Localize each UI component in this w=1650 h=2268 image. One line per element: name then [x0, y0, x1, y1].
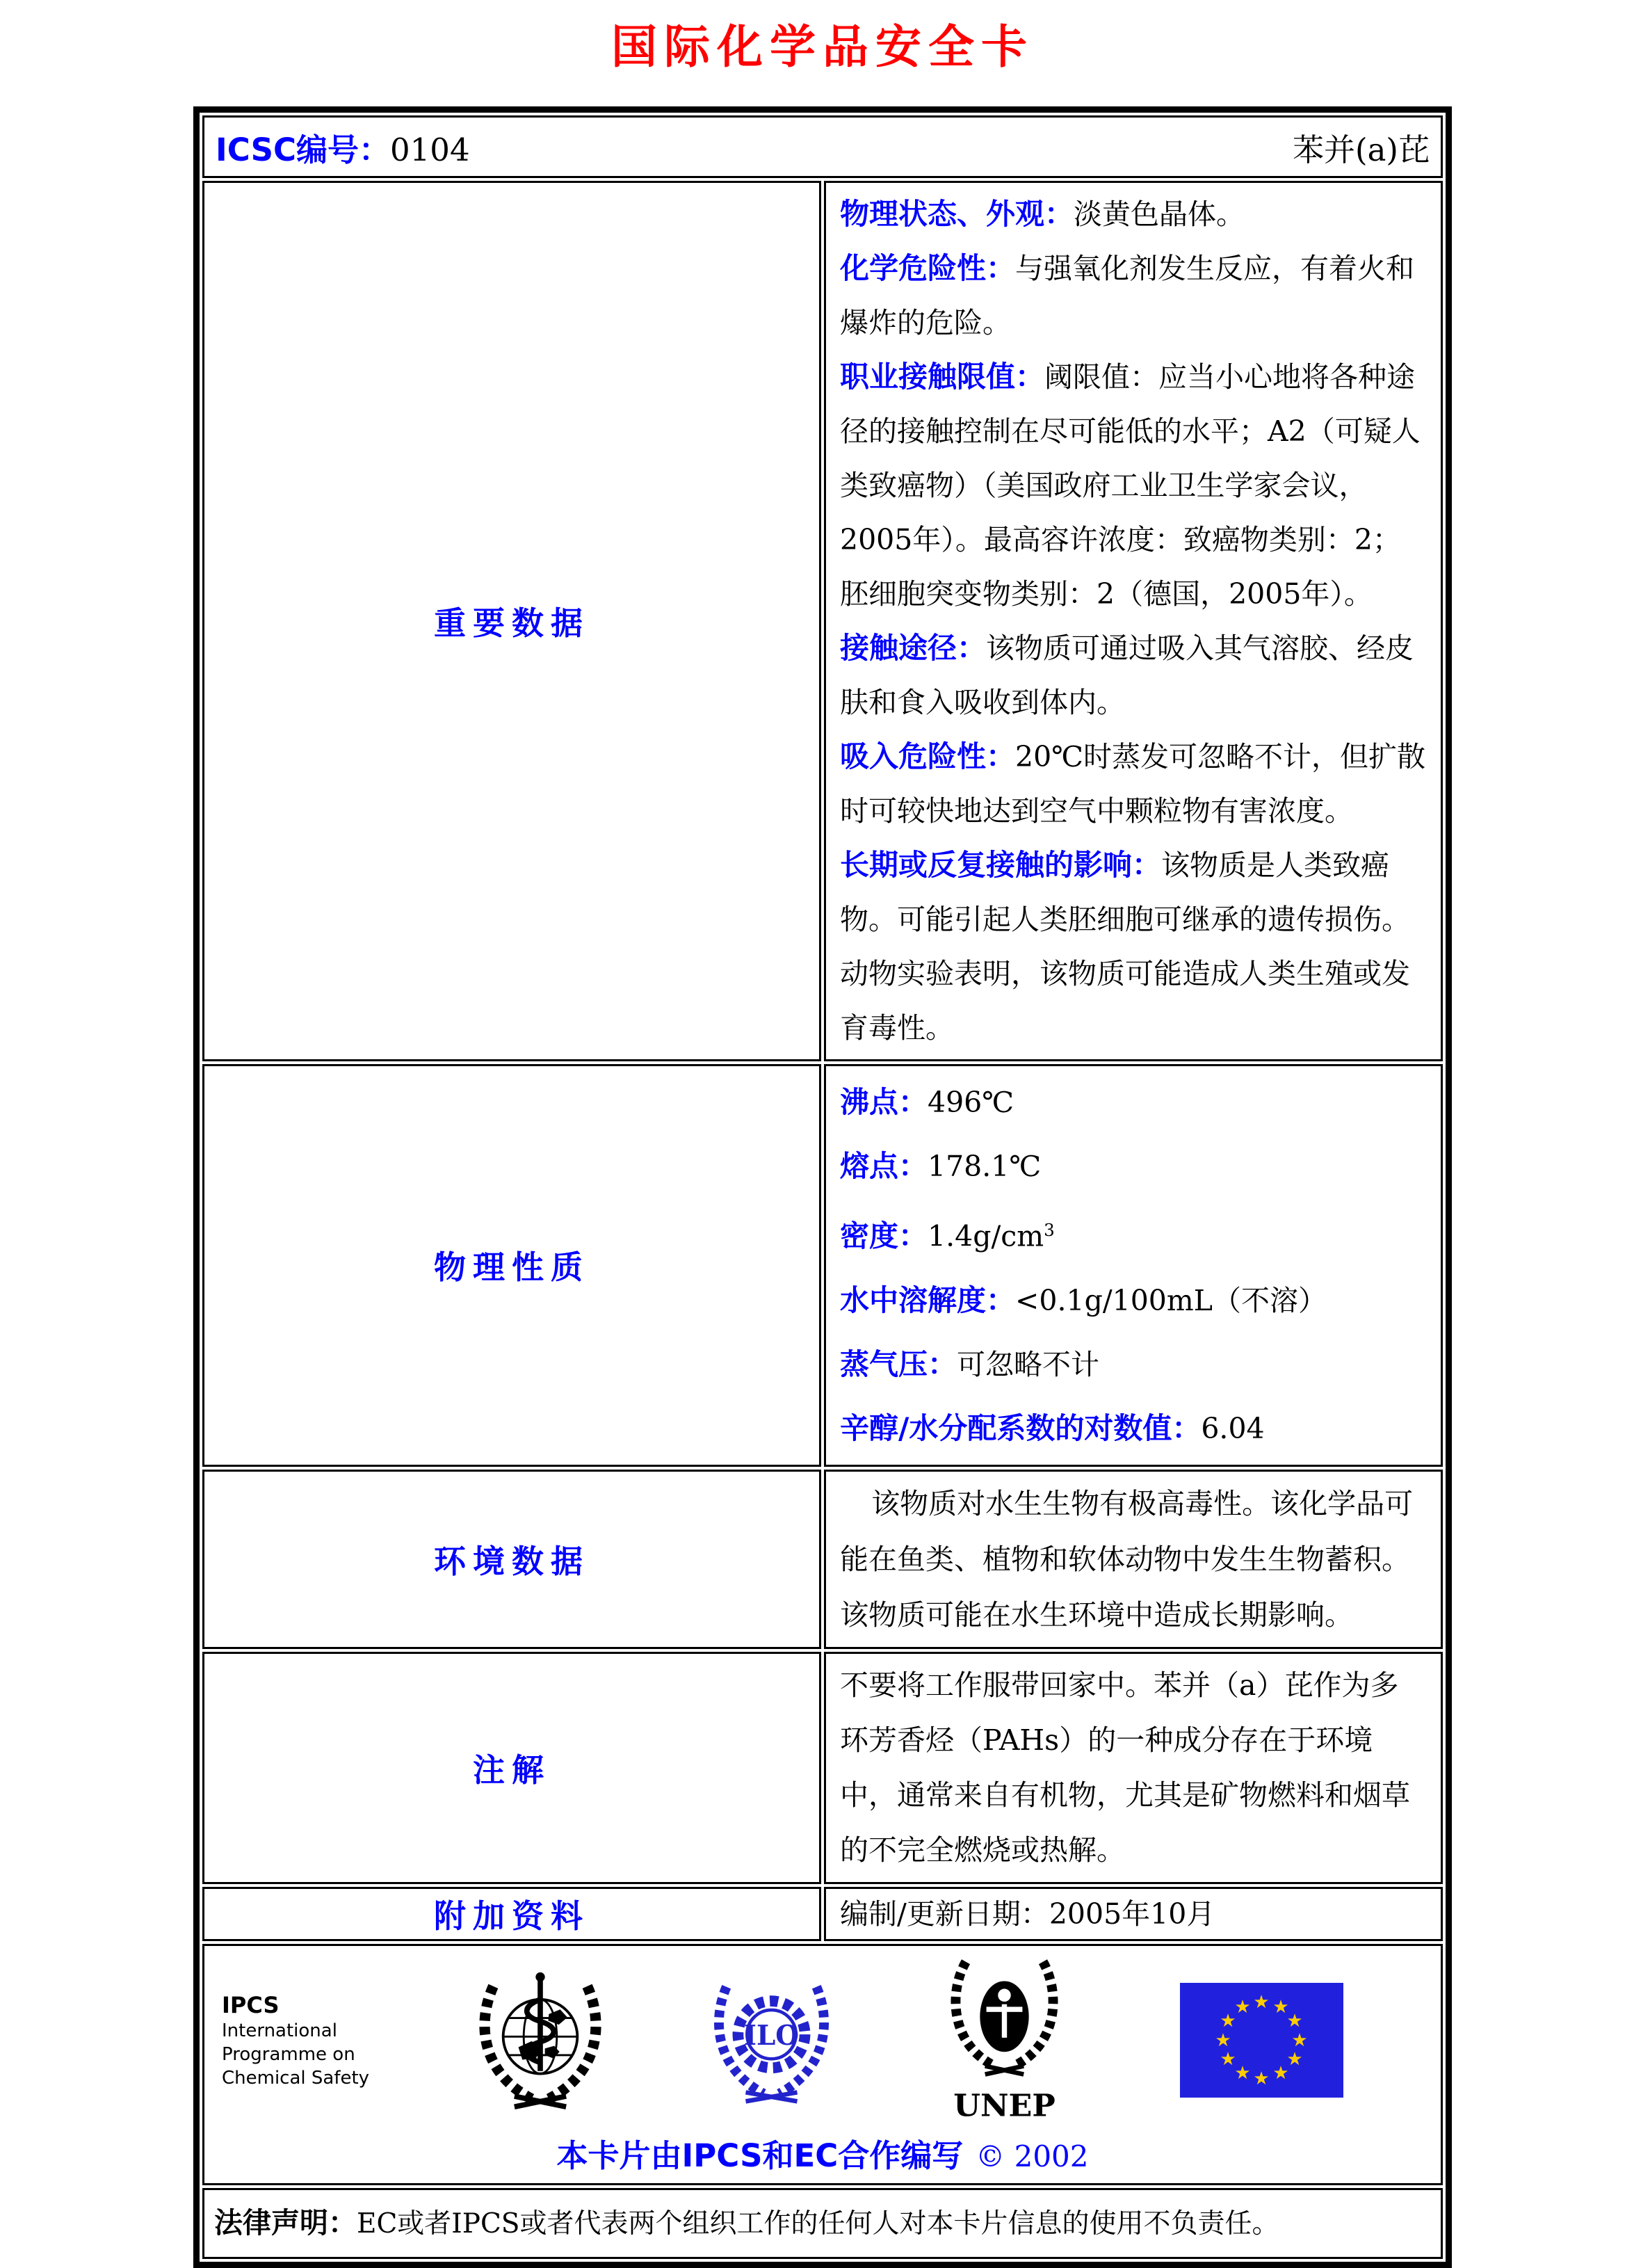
- physical-state-label: 物理状态、外观：: [840, 197, 1074, 231]
- svg-text:★: ★: [1272, 2063, 1289, 2084]
- svg-text:★: ★: [1286, 2011, 1303, 2032]
- exposure-limit-item: [840, 350, 1427, 621]
- long-term-effects-item: [840, 838, 1427, 1055]
- inhalation-risk-item: [840, 730, 1427, 838]
- chemical-danger-item: [840, 241, 1427, 350]
- melting-point-value: 178.1℃: [928, 1150, 1042, 1183]
- svg-text:★: ★: [1234, 1997, 1251, 2018]
- density-value: 1.4g/cm: [928, 1219, 1044, 1253]
- page-title: 国际化学品安全卡: [611, 19, 1034, 74]
- physical-state-item: [840, 187, 1427, 241]
- icsc-number-group: [216, 124, 470, 170]
- octanol-water-label: 辛醇/水分配系数的对数值：: [840, 1410, 1202, 1445]
- melting-point-label: 熔点：: [840, 1149, 928, 1183]
- svg-text:★: ★: [1272, 1997, 1289, 2018]
- density-item: [840, 1198, 1427, 1269]
- important-data-row-label: 重要数据: [202, 181, 821, 1061]
- exposure-route-text: 该物质可通过吸入其气溶胶、经皮肤和食入吸收到体内。: [840, 632, 1414, 719]
- vapor-pressure-label: 蒸气压：: [840, 1346, 957, 1381]
- svg-text:★: ★: [1220, 2049, 1236, 2070]
- unep-label: UNEP: [953, 2087, 1055, 2124]
- ipcs-acronym: IPCS: [222, 1991, 280, 2018]
- chemical-danger-text: 与强氧化剂发生反应，有着火和爆炸的危险。: [840, 252, 1415, 339]
- ipcs-line-1: International: [222, 2020, 337, 2041]
- inhalation-risk-text: 20℃时蒸发可忽略不计，但扩散时可较快地达到空气中颗粒物有害浓度。: [840, 740, 1426, 828]
- water-solubility-value: <0.1g/100mL（不溶）: [1015, 1283, 1327, 1317]
- chemical-danger-label: 化学危险性：: [840, 251, 1016, 285]
- inhalation-risk-label: 吸入危险性：: [840, 739, 1016, 773]
- environmental-data-row: [202, 1470, 1443, 1649]
- notes-text: 不要将工作服带回家中。苯并（a）芘作为多环芳香烃（PAHs）的一种成分存在于环境中，通常来自有机物，尤其是矿物燃料和烟草的不完全燃烧或热解。: [840, 1668, 1410, 1867]
- additional-info-row-label: 附加资料: [202, 1887, 821, 1941]
- physical-state-text: 淡黄色晶体。: [1074, 198, 1245, 231]
- safety-card-table: [193, 106, 1452, 2268]
- svg-text:★: ★: [1291, 2030, 1308, 2052]
- octanol-water-value: 6.04: [1201, 1411, 1265, 1445]
- ilo-logo-icon: [707, 1972, 836, 2108]
- svg-text:★: ★: [1215, 2030, 1231, 2052]
- boiling-point-label: 沸点：: [840, 1085, 928, 1119]
- legal-notice-text: EC或者IPCS或者代表两个组织工作的任何人对本卡片信息的使用不负责任。: [357, 2207, 1279, 2239]
- legal-notice-label: 法律声明：: [214, 2205, 357, 2239]
- long-term-effects-text: 该物质是人类致癌物。可能引起人类胚细胞可继承的遗传损伤。动物实验表明，该物质可能造成人类生殖或发育毒性。: [840, 849, 1410, 1045]
- notes-row: [202, 1652, 1443, 1884]
- exposure-limit-label: 职业接触限值：: [840, 360, 1045, 394]
- update-date-value: 2005年10月: [1049, 1897, 1215, 1931]
- update-date-item: [840, 1893, 1427, 1935]
- environmental-data-text: 该物质对水生生物有极高毒性。该化学品可能在鱼类、植物和软体动物中发生生物蓄积。该物质可能在水生环境中造成长期影响。: [840, 1486, 1414, 1632]
- svg-text:★: ★: [1253, 1992, 1270, 2013]
- unep-logo-icon: [940, 1954, 1069, 2128]
- ipcs-text-block: [222, 1991, 443, 2090]
- density-label: 密度：: [840, 1219, 928, 1253]
- svg-text:★: ★: [1234, 2063, 1251, 2084]
- chemical-name: 苯并(a)芘: [1293, 131, 1430, 168]
- water-solubility-label: 水中溶解度：: [840, 1282, 1016, 1317]
- density-superscript: 3: [1044, 1220, 1055, 1240]
- boiling-point-value: 496℃: [928, 1086, 1014, 1119]
- credit-line: [205, 2130, 1440, 2175]
- water-solubility-item: [840, 1269, 1427, 1333]
- physical-properties-row-label: 物理性质: [202, 1064, 821, 1467]
- vapor-pressure-item: [840, 1333, 1427, 1397]
- logos-row: [202, 1944, 1443, 2185]
- melting-point-item: [840, 1134, 1427, 1198]
- octanol-water-item: [840, 1397, 1427, 1461]
- eu-flag-icon: [1180, 1983, 1343, 2098]
- who-logo-icon: [471, 1969, 610, 2112]
- environmental-data-row-label: 环境数据: [202, 1470, 821, 1649]
- exposure-route-item: [840, 621, 1427, 730]
- icsc-number-label: ICSC编号：: [216, 131, 391, 168]
- ilo-monogram: ILO: [743, 2020, 800, 2052]
- additional-info-row: [202, 1887, 1443, 1941]
- svg-text:★: ★: [1286, 2049, 1303, 2070]
- ipcs-line-2: Programme on: [222, 2043, 355, 2065]
- credit-text: 本卡片由IPCS和EC合作编写: [556, 2137, 964, 2174]
- physical-properties-row: [202, 1064, 1443, 1467]
- header-row: [202, 115, 1443, 178]
- update-date-label: 编制/更新日期：: [840, 1897, 1049, 1931]
- exposure-route-label: 接触途径：: [840, 631, 987, 665]
- boiling-point-item: [840, 1070, 1427, 1134]
- legal-row: [202, 2188, 1443, 2259]
- exposure-limit-text: 阈限值：应当小心地将各种途径的接触控制在尽可能低的水平；A2（可疑人类致癌物）（美国政府工业卫生学家会议，2005年）。最高容许浓度：致癌物类别：2；胚细胞突变物类别：2（德国，2005年）。: [840, 360, 1421, 611]
- svg-text:★: ★: [1253, 2068, 1270, 2090]
- credit-year: © 2002: [976, 2139, 1089, 2173]
- ipcs-line-3: Chemical Safety: [222, 2067, 370, 2089]
- svg-text:★: ★: [1220, 2011, 1236, 2032]
- icsc-number-value: 0104: [390, 131, 470, 168]
- long-term-effects-label: 长期或反复接触的影响：: [840, 848, 1162, 882]
- vapor-pressure-value: 可忽略不计: [957, 1347, 1100, 1381]
- important-data-row: [202, 181, 1443, 1061]
- notes-row-label: 注解: [202, 1652, 821, 1884]
